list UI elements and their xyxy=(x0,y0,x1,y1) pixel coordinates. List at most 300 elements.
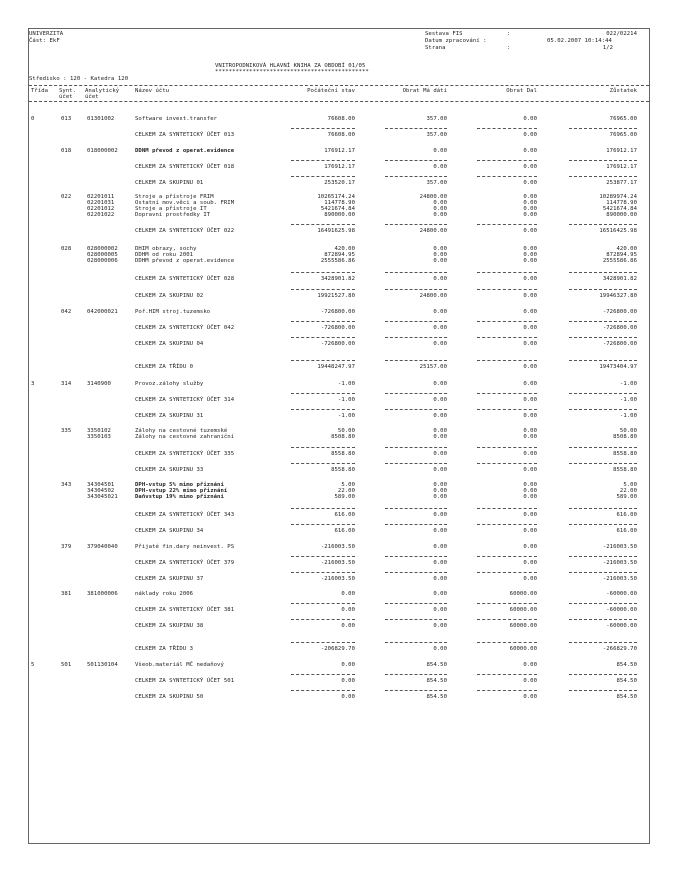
subtotal-rule xyxy=(569,556,637,557)
row-credit: 60000.00 xyxy=(509,623,537,629)
row-anal-account: 028000005 xyxy=(87,252,118,258)
row-start-balance: -726800.00 xyxy=(320,341,355,347)
org-part: Část: EkF xyxy=(29,38,60,44)
row-anal-account: 028000006 xyxy=(87,258,118,264)
row-credit: 0.00 xyxy=(523,576,537,582)
row-debit: 0.00 xyxy=(433,381,447,387)
row-balance: 76965.00 xyxy=(609,116,637,122)
row-debit: 0.00 xyxy=(433,206,447,212)
row-start-balance: 176912.17 xyxy=(324,148,355,154)
row-start-balance: 8508.80 xyxy=(331,434,355,440)
row-debit: 0.00 xyxy=(433,623,447,629)
row-balance: 176912.17 xyxy=(606,148,637,154)
row-debit: 0.00 xyxy=(433,164,447,170)
row-balance: 616.00 xyxy=(616,528,637,534)
row-class: 0 xyxy=(31,116,35,122)
row-credit: 0.00 xyxy=(523,309,537,315)
row-debit: 24800.00 xyxy=(419,228,447,234)
processed-label: Datum zpracování : xyxy=(425,38,487,44)
row-credit: 60000.00 xyxy=(509,607,537,613)
subtotal-rule xyxy=(291,321,355,322)
row-credit: 0.00 xyxy=(523,246,537,252)
row-anal-account: 02201031 xyxy=(87,200,115,206)
row-anal-account: 381000006 xyxy=(87,591,118,597)
subtotal-rule xyxy=(385,524,447,525)
row-account-name: CELKEM ZA SKUPINU 37 xyxy=(135,576,204,582)
subtotal-rule xyxy=(569,642,637,643)
row-anal-account: 379040040 xyxy=(87,544,118,550)
row-account-name: CELKEM ZA SKUPINU 04 xyxy=(135,341,204,347)
row-anal-account: 018000002 xyxy=(87,148,118,154)
row-synt-account: 028 xyxy=(61,246,72,252)
row-class: 3 xyxy=(31,381,35,387)
row-credit: 0.00 xyxy=(523,116,537,122)
report-id: 022/02214 xyxy=(606,31,637,37)
row-balance: -60000.00 xyxy=(606,607,637,613)
row-debit: 0.00 xyxy=(433,309,447,315)
row-debit: 0.00 xyxy=(433,200,447,206)
row-account-name: CELKEM ZA TŘÍDU 3 xyxy=(135,646,194,652)
row-start-balance: -216003.50 xyxy=(320,560,355,566)
row-account-name: CELKEM ZA SYNTETICKÝ ÚČET 343 xyxy=(135,512,235,518)
row-start-balance: 16491625.98 xyxy=(317,228,355,234)
subtotal-rule xyxy=(385,321,447,322)
subtotal-rule xyxy=(477,556,537,557)
row-anal-account: 34304501 xyxy=(87,482,115,488)
row-start-balance: 22.00 xyxy=(337,488,355,494)
subtotal-rule xyxy=(569,524,637,525)
title-underline: ********************************************* xyxy=(215,69,369,75)
row-credit: 0.00 xyxy=(523,212,537,218)
row-start-balance: 0.00 xyxy=(341,678,355,684)
subtotal-rule xyxy=(385,603,447,604)
row-synt-account: 379 xyxy=(61,544,72,550)
subtotal-rule xyxy=(477,690,537,691)
row-anal-account: 01301002 xyxy=(87,116,115,122)
row-account-name: CELKEM ZA SYNTETICKÝ ÚČET 381 xyxy=(135,607,235,613)
row-start-balance: 0.00 xyxy=(341,607,355,613)
row-debit: 0.00 xyxy=(433,494,447,500)
subtotal-rule xyxy=(477,463,537,464)
row-anal-account: 02201011 xyxy=(87,194,115,200)
row-credit: 0.00 xyxy=(523,293,537,299)
row-account-name: CELKEM ZA TŘÍDU 0 xyxy=(135,364,194,370)
row-debit: 0.00 xyxy=(433,512,447,518)
subtotal-rule xyxy=(385,393,447,394)
row-balance: -266829.70 xyxy=(602,646,637,652)
subtotal-rule xyxy=(291,176,355,177)
subtotal-rule xyxy=(385,619,447,620)
row-debit: 25157.00 xyxy=(419,364,447,370)
row-account-name: Daňvstup 19% mimo přiznání xyxy=(135,494,224,500)
row-balance: 114778.90 xyxy=(606,200,637,206)
col-start: Počáteční stav xyxy=(307,88,355,94)
row-start-balance: -1.00 xyxy=(337,413,355,419)
header-rule-top xyxy=(29,85,649,86)
row-debit: 0.00 xyxy=(433,434,447,440)
row-credit: 0.00 xyxy=(523,206,537,212)
subtotal-rule xyxy=(477,447,537,448)
subtotal-rule xyxy=(291,337,355,338)
row-anal-account: 02201012 xyxy=(87,206,115,212)
row-balance: -216003.50 xyxy=(602,576,637,582)
row-balance: -216003.50 xyxy=(602,544,637,550)
row-account-name: DPH-vstup 22% mimo přiznání xyxy=(135,488,228,494)
row-start-balance: 3428901.82 xyxy=(320,276,355,282)
row-credit: 60000.00 xyxy=(509,591,537,597)
row-account-name: CELKEM ZA SYNTETICKÝ ÚČET 379 xyxy=(135,560,235,566)
row-credit: 0.00 xyxy=(523,258,537,264)
row-balance: -726800.00 xyxy=(602,341,637,347)
row-start-balance: -216003.50 xyxy=(320,576,355,582)
row-start-balance: 5.00 xyxy=(341,482,355,488)
row-account-name: CELKEM ZA SKUPINU 02 xyxy=(135,293,204,299)
row-credit: 0.00 xyxy=(523,164,537,170)
subtotal-rule xyxy=(477,642,537,643)
cost-center: Středisko : 120 - Katedra 120 xyxy=(29,76,129,82)
row-start-balance: 616.00 xyxy=(334,528,355,534)
report-colon: : xyxy=(507,31,511,37)
row-anal-account: 501130104 xyxy=(87,662,118,668)
subtotal-rule xyxy=(477,508,537,509)
row-credit: 0.00 xyxy=(523,528,537,534)
row-account-name: CELKEM ZA SYNTETICKÝ ÚČET 028 xyxy=(135,276,235,282)
row-start-balance: 8558.80 xyxy=(331,467,355,473)
subtotal-rule xyxy=(291,619,355,620)
row-credit: 0.00 xyxy=(523,194,537,200)
row-start-balance: -216003.50 xyxy=(320,544,355,550)
row-debit: 0.00 xyxy=(433,276,447,282)
row-balance: 890000.00 xyxy=(606,212,637,218)
row-credit: 0.00 xyxy=(523,364,537,370)
row-balance: 616.00 xyxy=(616,512,637,518)
row-balance: -216003.50 xyxy=(602,560,637,566)
row-credit: 0.00 xyxy=(523,428,537,434)
row-start-balance: 8558.80 xyxy=(331,451,355,457)
col-dal: Obrat Dal xyxy=(506,88,537,94)
row-start-balance: 5421674.84 xyxy=(320,206,355,212)
row-anal-account: 042000021 xyxy=(87,309,118,315)
row-debit: 0.00 xyxy=(433,397,447,403)
row-synt-account: 022 xyxy=(61,194,72,200)
row-account-name: Stroje a přístroje IT xyxy=(135,206,207,212)
row-start-balance: 589.00 xyxy=(334,494,355,500)
row-start-balance: 50.00 xyxy=(337,428,355,434)
subtotal-rule xyxy=(385,642,447,643)
row-synt-account: 042 xyxy=(61,309,72,315)
row-start-balance: 176912.17 xyxy=(324,164,355,170)
subtotal-rule xyxy=(291,409,355,410)
row-balance: -60000.00 xyxy=(606,623,637,629)
row-debit: 0.00 xyxy=(433,325,447,331)
row-start-balance: -1.00 xyxy=(337,381,355,387)
subtotal-rule xyxy=(291,603,355,604)
row-debit: 0.00 xyxy=(433,258,447,264)
row-anal-account: 02201022 xyxy=(87,212,115,218)
subtotal-rule xyxy=(569,360,637,361)
row-account-name: DDHM převod z operat.evidence xyxy=(135,258,235,264)
row-balance: -1.00 xyxy=(619,381,637,387)
row-synt-account: 335 xyxy=(61,428,72,434)
subtotal-rule xyxy=(385,447,447,448)
report-title: VNITROPODNIKOVÁ HLAVNÍ KNIHA ZA OBDOBÍ 01/05 xyxy=(215,63,366,69)
row-start-balance: 114778.90 xyxy=(324,200,355,206)
row-balance: 420.00 xyxy=(616,246,637,252)
subtotal-rule xyxy=(477,160,537,161)
row-account-name: Všeob.materiál MČ nedaňový xyxy=(135,662,224,668)
row-account-name: Software invest.transfer xyxy=(135,116,218,122)
row-account-name: CELKEM ZA SKUPINU 31 xyxy=(135,413,204,419)
subtotal-rule xyxy=(291,508,355,509)
row-start-balance: 253520.17 xyxy=(324,180,355,186)
row-debit: 0.00 xyxy=(433,148,447,154)
row-synt-account: 343 xyxy=(61,482,72,488)
row-debit: 357.00 xyxy=(426,132,447,138)
row-credit: 0.00 xyxy=(523,482,537,488)
row-balance: 589.00 xyxy=(616,494,637,500)
subtotal-rule xyxy=(291,393,355,394)
row-balance: 854.50 xyxy=(616,662,637,668)
page-number: 1/2 xyxy=(602,45,613,51)
row-synt-account: 501 xyxy=(61,662,72,668)
row-balance: 16516425.98 xyxy=(599,228,637,234)
row-balance: -60000.00 xyxy=(606,591,637,597)
col-synt-2: účet xyxy=(59,94,73,100)
subtotal-rule xyxy=(291,556,355,557)
subtotal-rule xyxy=(385,409,447,410)
subtotal-rule xyxy=(569,393,637,394)
subtotal-rule xyxy=(477,272,537,273)
subtotal-rule xyxy=(569,619,637,620)
row-credit: 0.00 xyxy=(523,381,537,387)
subtotal-rule xyxy=(291,360,355,361)
row-balance: 19946327.80 xyxy=(599,293,637,299)
subtotal-rule xyxy=(385,160,447,161)
processed-value: 05.02.2007 10:14:44 xyxy=(547,38,612,44)
row-credit: 60000.00 xyxy=(509,646,537,652)
row-anal-account: 3140900 xyxy=(87,381,111,387)
subtotal-rule xyxy=(477,393,537,394)
subtotal-rule xyxy=(477,321,537,322)
row-account-name: CELKEM ZA SYNTETICKÝ ÚČET 013 xyxy=(135,132,235,138)
subtotal-rule xyxy=(291,642,355,643)
report-page xyxy=(28,28,650,844)
subtotal-rule xyxy=(385,337,447,338)
row-debit: 0.00 xyxy=(433,467,447,473)
row-anal-account: 3350102 xyxy=(87,428,111,434)
row-balance: 8558.80 xyxy=(613,451,637,457)
subtotal-rule xyxy=(385,463,447,464)
subtotal-rule xyxy=(477,619,537,620)
subtotal-rule xyxy=(291,160,355,161)
subtotal-rule xyxy=(385,176,447,177)
row-credit: 0.00 xyxy=(523,488,537,494)
subtotal-rule xyxy=(569,337,637,338)
row-credit: 0.00 xyxy=(523,494,537,500)
row-balance: -726800.00 xyxy=(602,309,637,315)
row-credit: 0.00 xyxy=(523,662,537,668)
col-trida: Třída xyxy=(31,88,49,94)
row-account-name: Dopravní prostředky IT xyxy=(135,212,211,218)
subtotal-rule xyxy=(477,524,537,525)
row-debit: 0.00 xyxy=(433,482,447,488)
row-start-balance: 890000.00 xyxy=(324,212,355,218)
row-account-name: DPH-vstup 5% mimo přiznání xyxy=(135,482,224,488)
row-credit: 0.00 xyxy=(523,451,537,457)
subtotal-rule xyxy=(477,409,537,410)
col-anal: Analytický xyxy=(85,88,120,94)
subtotal-rule xyxy=(291,690,355,691)
subtotal-rule xyxy=(569,603,637,604)
subtotal-rule xyxy=(385,128,447,129)
row-start-balance: 0.00 xyxy=(341,623,355,629)
row-balance: 76965.00 xyxy=(609,132,637,138)
row-account-name: DDHM od roku 2001 xyxy=(135,252,194,258)
row-synt-account: 013 xyxy=(61,116,72,122)
row-balance: 8558.80 xyxy=(613,467,637,473)
row-account-name: CELKEM ZA SYNTETICKÝ ÚČET 018 xyxy=(135,164,235,170)
row-account-name: Provoz.zálohy služby xyxy=(135,381,204,387)
report-label: Sestava FIS xyxy=(425,31,463,37)
row-account-name: DHIM obrazy, sochy xyxy=(135,246,197,252)
row-start-balance: 872894.95 xyxy=(324,252,355,258)
row-account-name: CELKEM ZA SKUPINU 33 xyxy=(135,467,204,473)
row-credit: 0.00 xyxy=(523,341,537,347)
row-balance: 854.50 xyxy=(616,678,637,684)
row-balance: 5421674.84 xyxy=(602,206,637,212)
subtotal-rule xyxy=(291,289,355,290)
row-account-name: CELKEM ZA SYNTETICKÝ ÚČET 314 xyxy=(135,397,235,403)
row-balance: -726800.00 xyxy=(602,325,637,331)
row-class: 5 xyxy=(31,662,35,668)
row-debit: 0.00 xyxy=(433,560,447,566)
row-synt-account: 018 xyxy=(61,148,72,154)
subtotal-rule xyxy=(291,224,355,225)
row-balance: 22.00 xyxy=(619,488,637,494)
row-credit: 0.00 xyxy=(523,276,537,282)
row-debit: 0.00 xyxy=(433,413,447,419)
row-credit: 0.00 xyxy=(523,467,537,473)
subtotal-rule xyxy=(291,674,355,675)
row-debit: 0.00 xyxy=(433,246,447,252)
row-debit: 24800.00 xyxy=(419,194,447,200)
subtotal-rule xyxy=(569,272,637,273)
row-account-name: CELKEM ZA SKUPINU 50 xyxy=(135,694,204,700)
row-balance: 176912.17 xyxy=(606,164,637,170)
page-label: Strana xyxy=(425,45,446,51)
row-account-name: CELKEM ZA SYNTETICKÝ ÚČET 335 xyxy=(135,451,235,457)
row-start-balance: 10265174.24 xyxy=(317,194,355,200)
row-debit: 0.00 xyxy=(433,212,447,218)
subtotal-rule xyxy=(477,603,537,604)
col-balance: Zůstatek xyxy=(609,88,637,94)
row-start-balance: 616.00 xyxy=(334,512,355,518)
subtotal-rule xyxy=(385,360,447,361)
subtotal-rule xyxy=(477,176,537,177)
subtotal-rule xyxy=(291,463,355,464)
row-account-name: Ostatní mov.věci a soub. FRIM xyxy=(135,200,235,206)
row-credit: 0.00 xyxy=(523,678,537,684)
row-start-balance: 2555586.86 xyxy=(320,258,355,264)
row-debit: 0.00 xyxy=(433,428,447,434)
row-debit: 0.00 xyxy=(433,607,447,613)
row-account-name: CELKEM ZA SKUPINU 01 xyxy=(135,180,204,186)
row-start-balance: -206829.70 xyxy=(320,646,355,652)
row-debit: 0.00 xyxy=(433,528,447,534)
subtotal-rule xyxy=(569,447,637,448)
subtotal-rule xyxy=(569,409,637,410)
row-synt-account: 381 xyxy=(61,591,72,597)
row-debit: 0.00 xyxy=(433,252,447,258)
row-account-name: CELKEM ZA SKUPINU 34 xyxy=(135,528,204,534)
row-debit: 854.50 xyxy=(426,694,447,700)
row-balance: 50.00 xyxy=(619,428,637,434)
row-credit: 0.00 xyxy=(523,413,537,419)
row-credit: 0.00 xyxy=(523,180,537,186)
subtotal-rule xyxy=(477,224,537,225)
subtotal-rule xyxy=(477,674,537,675)
row-start-balance: 19921527.80 xyxy=(317,293,355,299)
row-start-balance: -726800.00 xyxy=(320,325,355,331)
col-name: Název účtu xyxy=(135,88,170,94)
row-debit: 0.00 xyxy=(433,341,447,347)
subtotal-rule xyxy=(385,224,447,225)
row-account-name: Stroje a přístroje FRIM xyxy=(135,194,214,200)
subtotal-rule xyxy=(385,556,447,557)
row-start-balance: -1.00 xyxy=(337,397,355,403)
row-credit: 0.00 xyxy=(523,694,537,700)
row-credit: 0.00 xyxy=(523,434,537,440)
subtotal-rule xyxy=(291,572,355,573)
row-credit: 0.00 xyxy=(523,325,537,331)
subtotal-rule xyxy=(291,447,355,448)
subtotal-rule xyxy=(569,160,637,161)
row-start-balance: 420.00 xyxy=(334,246,355,252)
row-debit: 357.00 xyxy=(426,116,447,122)
row-start-balance: 19448247.97 xyxy=(317,364,355,370)
row-balance: 3428901.82 xyxy=(602,276,637,282)
row-account-name: Zálohy na cestovné tuzemské xyxy=(135,428,228,434)
row-account-name: Zálohy na cestovné zahraniční xyxy=(135,434,235,440)
row-credit: 0.00 xyxy=(523,512,537,518)
subtotal-rule xyxy=(569,321,637,322)
subtotal-rule xyxy=(569,224,637,225)
row-start-balance: 76608.00 xyxy=(327,116,355,122)
row-debit: 0.00 xyxy=(433,646,447,652)
subtotal-rule xyxy=(569,289,637,290)
subtotal-rule xyxy=(291,524,355,525)
subtotal-rule xyxy=(477,337,537,338)
row-debit: 0.00 xyxy=(433,451,447,457)
row-credit: 0.00 xyxy=(523,397,537,403)
row-anal-account: 3350103 xyxy=(87,434,111,440)
row-balance: 5.00 xyxy=(623,482,637,488)
subtotal-rule xyxy=(291,128,355,129)
subtotal-rule xyxy=(569,572,637,573)
org-name: UNIVERZITA xyxy=(29,31,64,37)
subtotal-rule xyxy=(569,128,637,129)
row-credit: 0.00 xyxy=(523,200,537,206)
row-balance: 2555586.86 xyxy=(602,258,637,264)
subtotal-rule xyxy=(385,674,447,675)
subtotal-rule xyxy=(385,572,447,573)
row-account-name: Poř.HIM stroj.tuzemsko xyxy=(135,309,211,315)
row-anal-account: 028000002 xyxy=(87,246,118,252)
row-credit: 0.00 xyxy=(523,228,537,234)
subtotal-rule xyxy=(385,272,447,273)
subtotal-rule xyxy=(385,508,447,509)
subtotal-rule xyxy=(291,272,355,273)
